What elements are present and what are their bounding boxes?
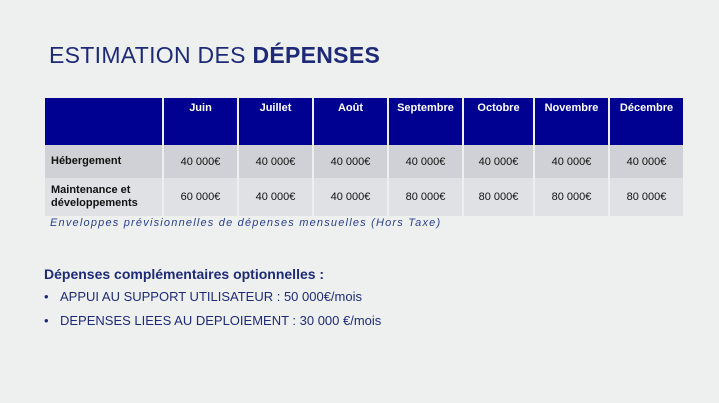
table-cell: 40 000€ <box>239 145 312 178</box>
month-header-aout: Août <box>314 98 387 145</box>
month-header-octobre: Octobre <box>464 98 533 145</box>
month-header-juillet: Juillet <box>239 98 312 145</box>
row-label-hebergement: Hébergement <box>45 145 162 178</box>
table-cell: 80 000€ <box>535 178 608 216</box>
list-item <box>44 312 381 336</box>
table-cell: 40 000€ <box>314 145 387 178</box>
bullet-icon: • <box>44 313 49 328</box>
row-label-maintenance: Maintenance et développements <box>45 178 162 216</box>
table-cell: 40 000€ <box>239 178 312 216</box>
table-cell: 40 000€ <box>314 178 387 216</box>
table-cell: 40 000€ <box>610 145 683 178</box>
slide-title <box>49 42 380 69</box>
optional-expenses-list <box>44 288 381 336</box>
month-header-novembre: Novembre <box>535 98 608 145</box>
table-cell: 40 000€ <box>535 145 608 178</box>
table-row <box>45 145 683 178</box>
bullet-icon: • <box>44 289 49 304</box>
table-caption: Enveloppes prévisionnelles de dépenses mensuelles (Hors Taxe) <box>50 217 442 229</box>
month-header-juin: Juin <box>164 98 237 145</box>
table-row <box>45 178 683 216</box>
slide-title-bold: DÉPENSES <box>252 42 381 68</box>
month-header-decembre: Décembre <box>610 98 683 145</box>
expenses-table <box>43 98 685 216</box>
table-cell: 60 000€ <box>164 178 237 216</box>
table-cell: 40 000€ <box>389 145 462 178</box>
table-cell: 40 000€ <box>164 145 237 178</box>
table-cell: 80 000€ <box>610 178 683 216</box>
table-cell: 80 000€ <box>464 178 533 216</box>
list-item-text: DEPENSES LIEES AU DEPLOIEMENT : 30 000 €/mois <box>60 313 382 328</box>
table-corner-cell <box>45 98 162 145</box>
list-item-text: APPUI AU SUPPORT UTILISATEUR : 50 000€/mois <box>60 289 362 304</box>
list-item <box>44 288 381 312</box>
month-header-septembre: Septembre <box>389 98 462 145</box>
table-cell: 40 000€ <box>464 145 533 178</box>
slide-title-normal: ESTIMATION DES <box>49 42 253 68</box>
table-cell: 80 000€ <box>389 178 462 216</box>
table-header-row <box>45 98 683 145</box>
optional-expenses-heading: Dépenses complémentaires optionnelles : <box>44 266 325 282</box>
